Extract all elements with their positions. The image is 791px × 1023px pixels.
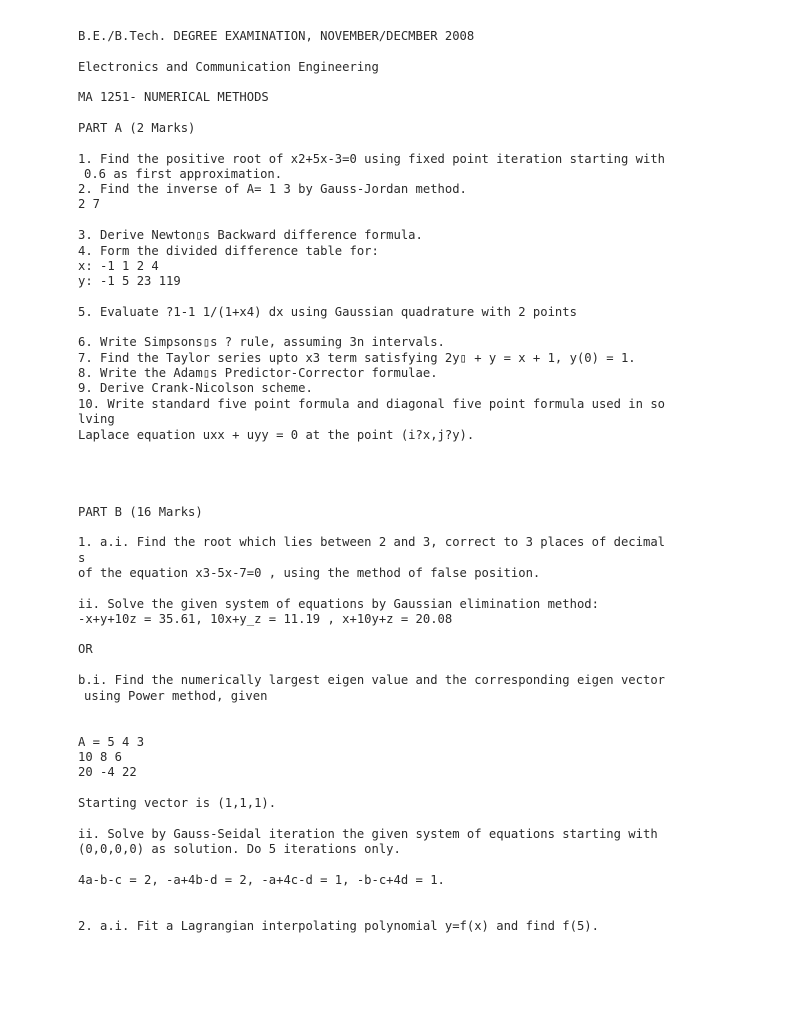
part-b-question-1b-i-continued: using Power method, given (84, 689, 268, 703)
part-b-question-1a-ii-equations: -x+y+10z = 35.61, 10x+y_z = 11.19 , x+10y+z = 20.08 (78, 612, 453, 626)
part-b-question-1b-ii-continued: (0,0,0,0) as solution. Do 5 iterations only. (78, 842, 401, 856)
part-a-heading: PART A (2 Marks) (78, 121, 196, 135)
matrix-row-3: 20 -4 22 (78, 765, 137, 779)
part-a-question-1: 1. Find the positive root of x2+5x-3=0 using fixed point iteration starting with (78, 152, 665, 166)
part-a-question-9: 9. Derive Crank-Nicolson scheme. (78, 381, 313, 395)
exam-title: B.E./B.Tech. DEGREE EXAMINATION, NOVEMBER/DECMBER 2008 (78, 29, 475, 43)
part-b-question-1b-ii-equations: 4a-b-c = 2, -a+4b-d = 2, -a+4c-d = 1, -b-c+4d = 1. (78, 873, 445, 887)
part-b-question-1a-i-wrap: s (78, 551, 86, 565)
part-a-question-8: 8. Write the Adam▯s Predictor-Corrector formulae. (78, 366, 438, 380)
part-b-question-2a-i: 2. a.i. Fit a Lagrangian interpolating polynomial y=f(x) and find f(5). (78, 919, 599, 933)
part-a-question-10-continued: lving (78, 412, 115, 426)
part-b-question-1b-ii: ii. Solve by Gauss-Seidal iteration the given system of equations starting with (78, 827, 658, 841)
starting-vector: Starting vector is (1,1,1). (78, 796, 277, 810)
part-a-question-3: 3. Derive Newton▯s Backward difference formula. (78, 228, 423, 242)
part-b-question-1a-i: 1. a.i. Find the root which lies between 2 and 3, correct to 3 places of decimal (78, 535, 665, 549)
part-a-question-5: 5. Evaluate ?1-1 1/(1+x4) dx using Gaussian quadrature with 2 points (78, 305, 577, 319)
part-a-question-6: 6. Write Simpsons▯s ? rule, assuming 3n intervals. (78, 335, 445, 349)
part-a-question-10-equation: Laplace equation uxx + uyy = 0 at the point (i?x,j?y). (78, 428, 475, 442)
part-a-question-1-continued: 0.6 as first approximation. (84, 167, 283, 181)
matrix-row-1: A = 5 4 3 (78, 735, 145, 749)
part-a-question-7: 7. Find the Taylor series upto x3 term satisfying 2y▯ + y = x + 1, y(0) = 1. (78, 351, 636, 365)
course-title: MA 1251- NUMERICAL METHODS (78, 90, 269, 104)
matrix-row-2: 10 8 6 (78, 750, 123, 764)
department-name: Electronics and Communication Engineering (78, 60, 379, 74)
part-a-question-4-x-values: x: -1 1 2 4 (78, 259, 159, 273)
part-b-question-1a-i-equation: of the equation x3-5x-7=0 , using the method of false position. (78, 566, 541, 580)
part-a-question-4-y-values: y: -1 5 23 119 (78, 274, 181, 288)
part-a-question-2: 2. Find the inverse of A= 1 3 by Gauss-Jordan method. (78, 182, 467, 196)
part-a-question-2-matrix-row: 2 7 (78, 197, 101, 211)
part-b-heading: PART B (16 Marks) (78, 505, 203, 519)
part-a-question-4: 4. Form the divided difference table for: (78, 244, 379, 258)
part-b-question-1a-ii: ii. Solve the given system of equations by Gaussian elimination method: (78, 597, 599, 611)
part-a-question-10: 10. Write standard five point formula and diagonal five point formula used in so (78, 397, 665, 411)
part-b-question-1b-i: b.i. Find the numerically largest eigen value and the corresponding eigen vector (78, 673, 665, 687)
or-separator: OR (78, 642, 93, 656)
